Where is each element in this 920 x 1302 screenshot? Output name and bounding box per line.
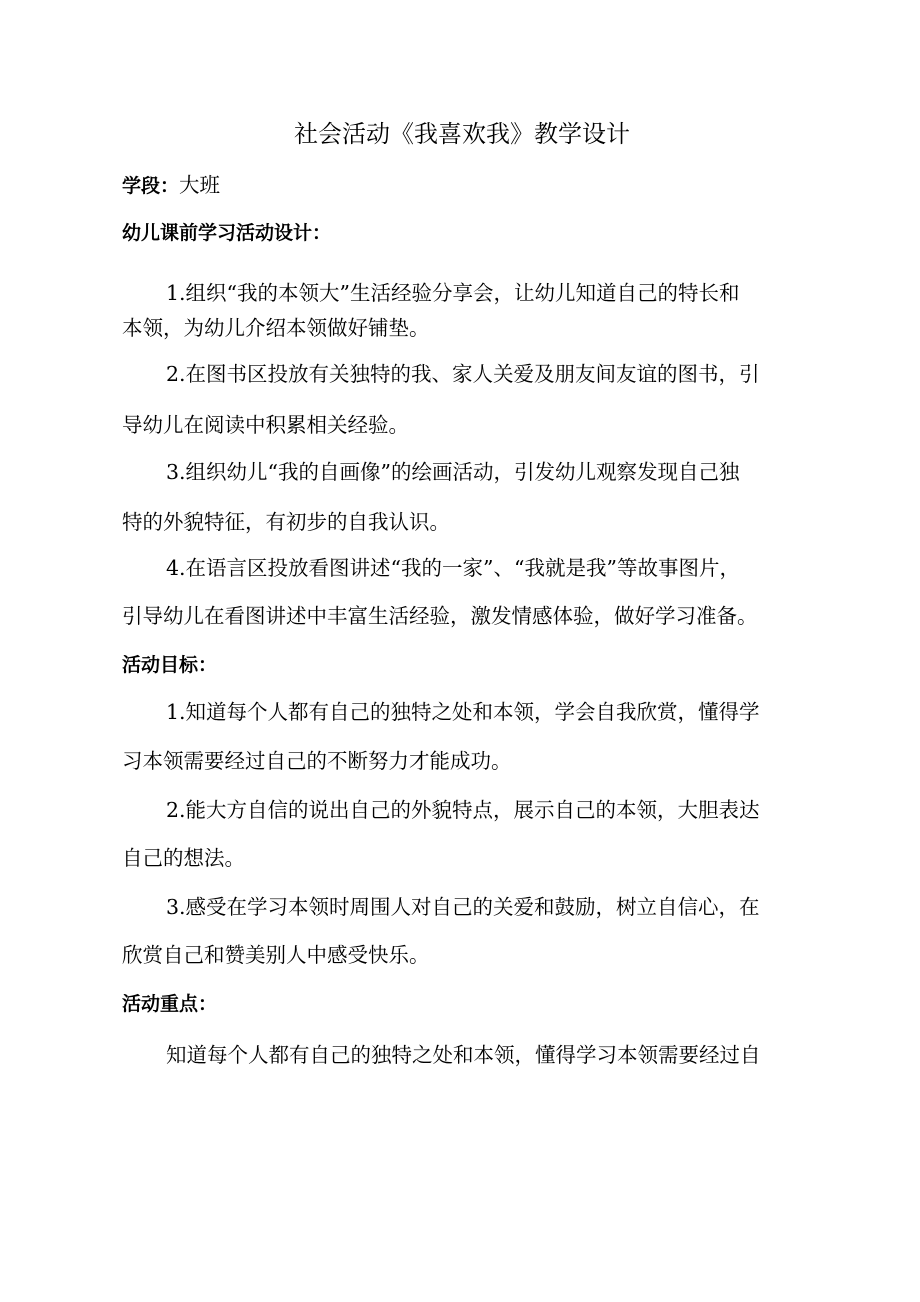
goal-item-3-line2: 欣赏自己和赞美别人中感受快乐。	[122, 943, 430, 967]
pre-class-heading: 幼儿课前学习活动设计：	[122, 222, 332, 244]
goal-item-1-line1: 1.知道每个人都有自己的独特之处和本领，学会自我欣赏，懂得学	[166, 700, 760, 724]
pre-class-item-4-line2: 引导幼儿在看图讲述中丰富生活经验，激发情感体验，做好学习准备。	[122, 604, 758, 628]
pre-class-item-1-line1: 1.组织“我的本领大”生活经验分享会，让幼儿知道自己的特长和	[166, 281, 740, 305]
document-title: 社会活动《我喜欢我》教学设计	[294, 120, 630, 148]
goals-heading: 活动目标：	[122, 654, 218, 676]
goal-item-3-line1: 3.感受在学习本领时周围人对自己的关爱和鼓励，树立自信心，在	[166, 895, 760, 919]
goal-item-1-line2: 习本领需要经过自己的不断努力才能成功。	[122, 749, 512, 773]
pre-class-item-2-line1: 2.在图书区投放有关独特的我、家人关爱及朋友间友谊的图书，引	[166, 362, 760, 386]
key-points-line1: 知道每个人都有自己的独特之处和本领，懂得学习本领需要经过自	[166, 1043, 761, 1067]
pre-class-item-4-line1: 4.在语言区投放看图讲述“我的一家”、“我就是我”等故事图片，	[166, 556, 740, 580]
pre-class-item-2-line2: 导幼儿在阅读中积累相关经验。	[122, 413, 409, 437]
grade-line	[122, 170, 220, 201]
grade-label: 学段：	[122, 175, 180, 197]
goal-item-2-line1: 2.能大方自信的说出自己的外貌特点，展示自己的本领，大胆表达	[166, 798, 760, 822]
key-points-heading: 活动重点：	[122, 993, 218, 1015]
goal-item-2-line2: 自己的想法。	[122, 846, 245, 870]
pre-class-item-1-line2: 本领，为幼儿介绍本领做好铺垫。	[122, 316, 430, 340]
grade-value: 大班	[179, 173, 221, 197]
pre-class-item-3-line1: 3.组织幼儿“我的自画像”的绘画活动，引发幼儿观察发现自己独	[166, 460, 740, 484]
pre-class-item-3-line2: 特的外貌特征，有初步的自我认识。	[122, 510, 450, 534]
